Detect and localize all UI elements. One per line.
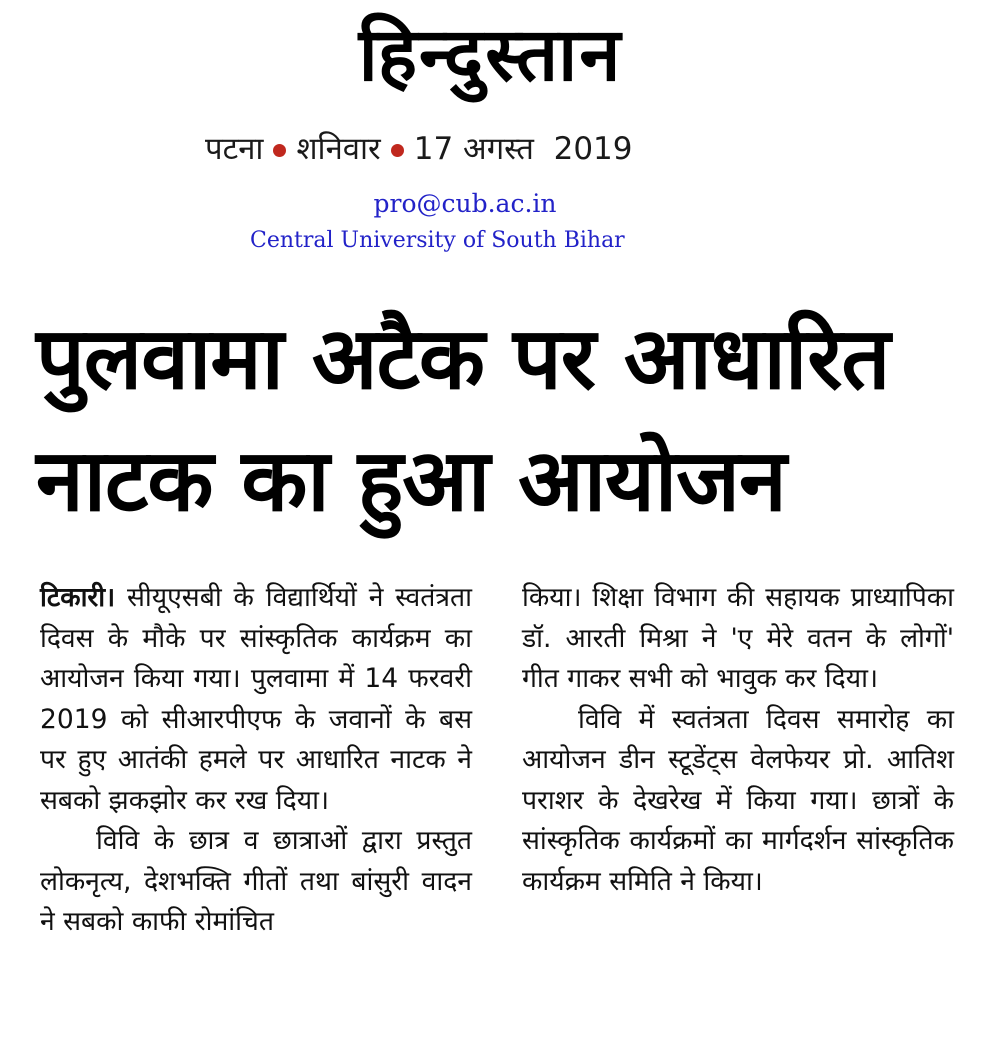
headline-line-2: नाटक का हुआ आयोजन xyxy=(36,431,786,531)
article-paragraph xyxy=(40,578,472,821)
dateline-date: 17 अगस्त 2019 xyxy=(413,131,633,167)
separator-dot-icon xyxy=(273,144,286,157)
article-headline xyxy=(36,298,966,542)
separator-dot-icon xyxy=(391,144,404,157)
article-column-right xyxy=(522,578,954,902)
article-paragraph: विवि के छात्र व छात्राओं द्वारा प्रस्तुत लोकनृत्य, देशभक्ति गीतों तथा बांसुरी वादन ने सबको काफी रोमांचित xyxy=(40,825,472,937)
dateline-day: शनिवार xyxy=(296,131,381,167)
article-paragraph: किया। शिक्षा विभाग की सहायक प्राध्यापिका डॉ. आरती मिश्रा ने 'ए मेरे वतन के लोगों' गीत गाकर सभी को भावुक कर दिया। xyxy=(522,582,954,694)
credit-institution: Central University of South Bihar xyxy=(250,228,625,253)
article-place: टिकारी। xyxy=(40,582,116,613)
credit-email: pro@cub.ac.in xyxy=(373,189,557,218)
article-paragraph: विवि में स्वतंत्रता दिवस समारोह का आयोजन डीन स्टूडेंट्स वेलफेयर प्रो. आतिश पराशर के देखरेख में किया गया। छात्रों के सांस्कृतिक कार्यक्रमों का मार्गदर्शन सांस्कृतिक कार्यक्रम समिति ने किया। xyxy=(522,703,954,897)
article-column-left xyxy=(40,578,472,943)
dateline-city: पटना xyxy=(205,131,264,167)
newspaper-masthead: हिन्दुस्तान xyxy=(358,12,623,98)
dateline xyxy=(205,128,725,170)
article-paragraph-text: सीयूएसबी के विद्यार्थियों ने स्वतंत्रता दिवस के मौके पर सांस्कृतिक कार्यक्रम का आयोजन किया गया। पुलवामा में 14 फरवरी 2019 को सीआरपीएफ के जवानों के बस पर हुए आतंकी हमले पर आधारित नाटक ने सबको झकझोर कर रख दिया। xyxy=(40,582,472,816)
headline-line-1: पुलवामा अटैक पर आधारित xyxy=(36,309,890,409)
